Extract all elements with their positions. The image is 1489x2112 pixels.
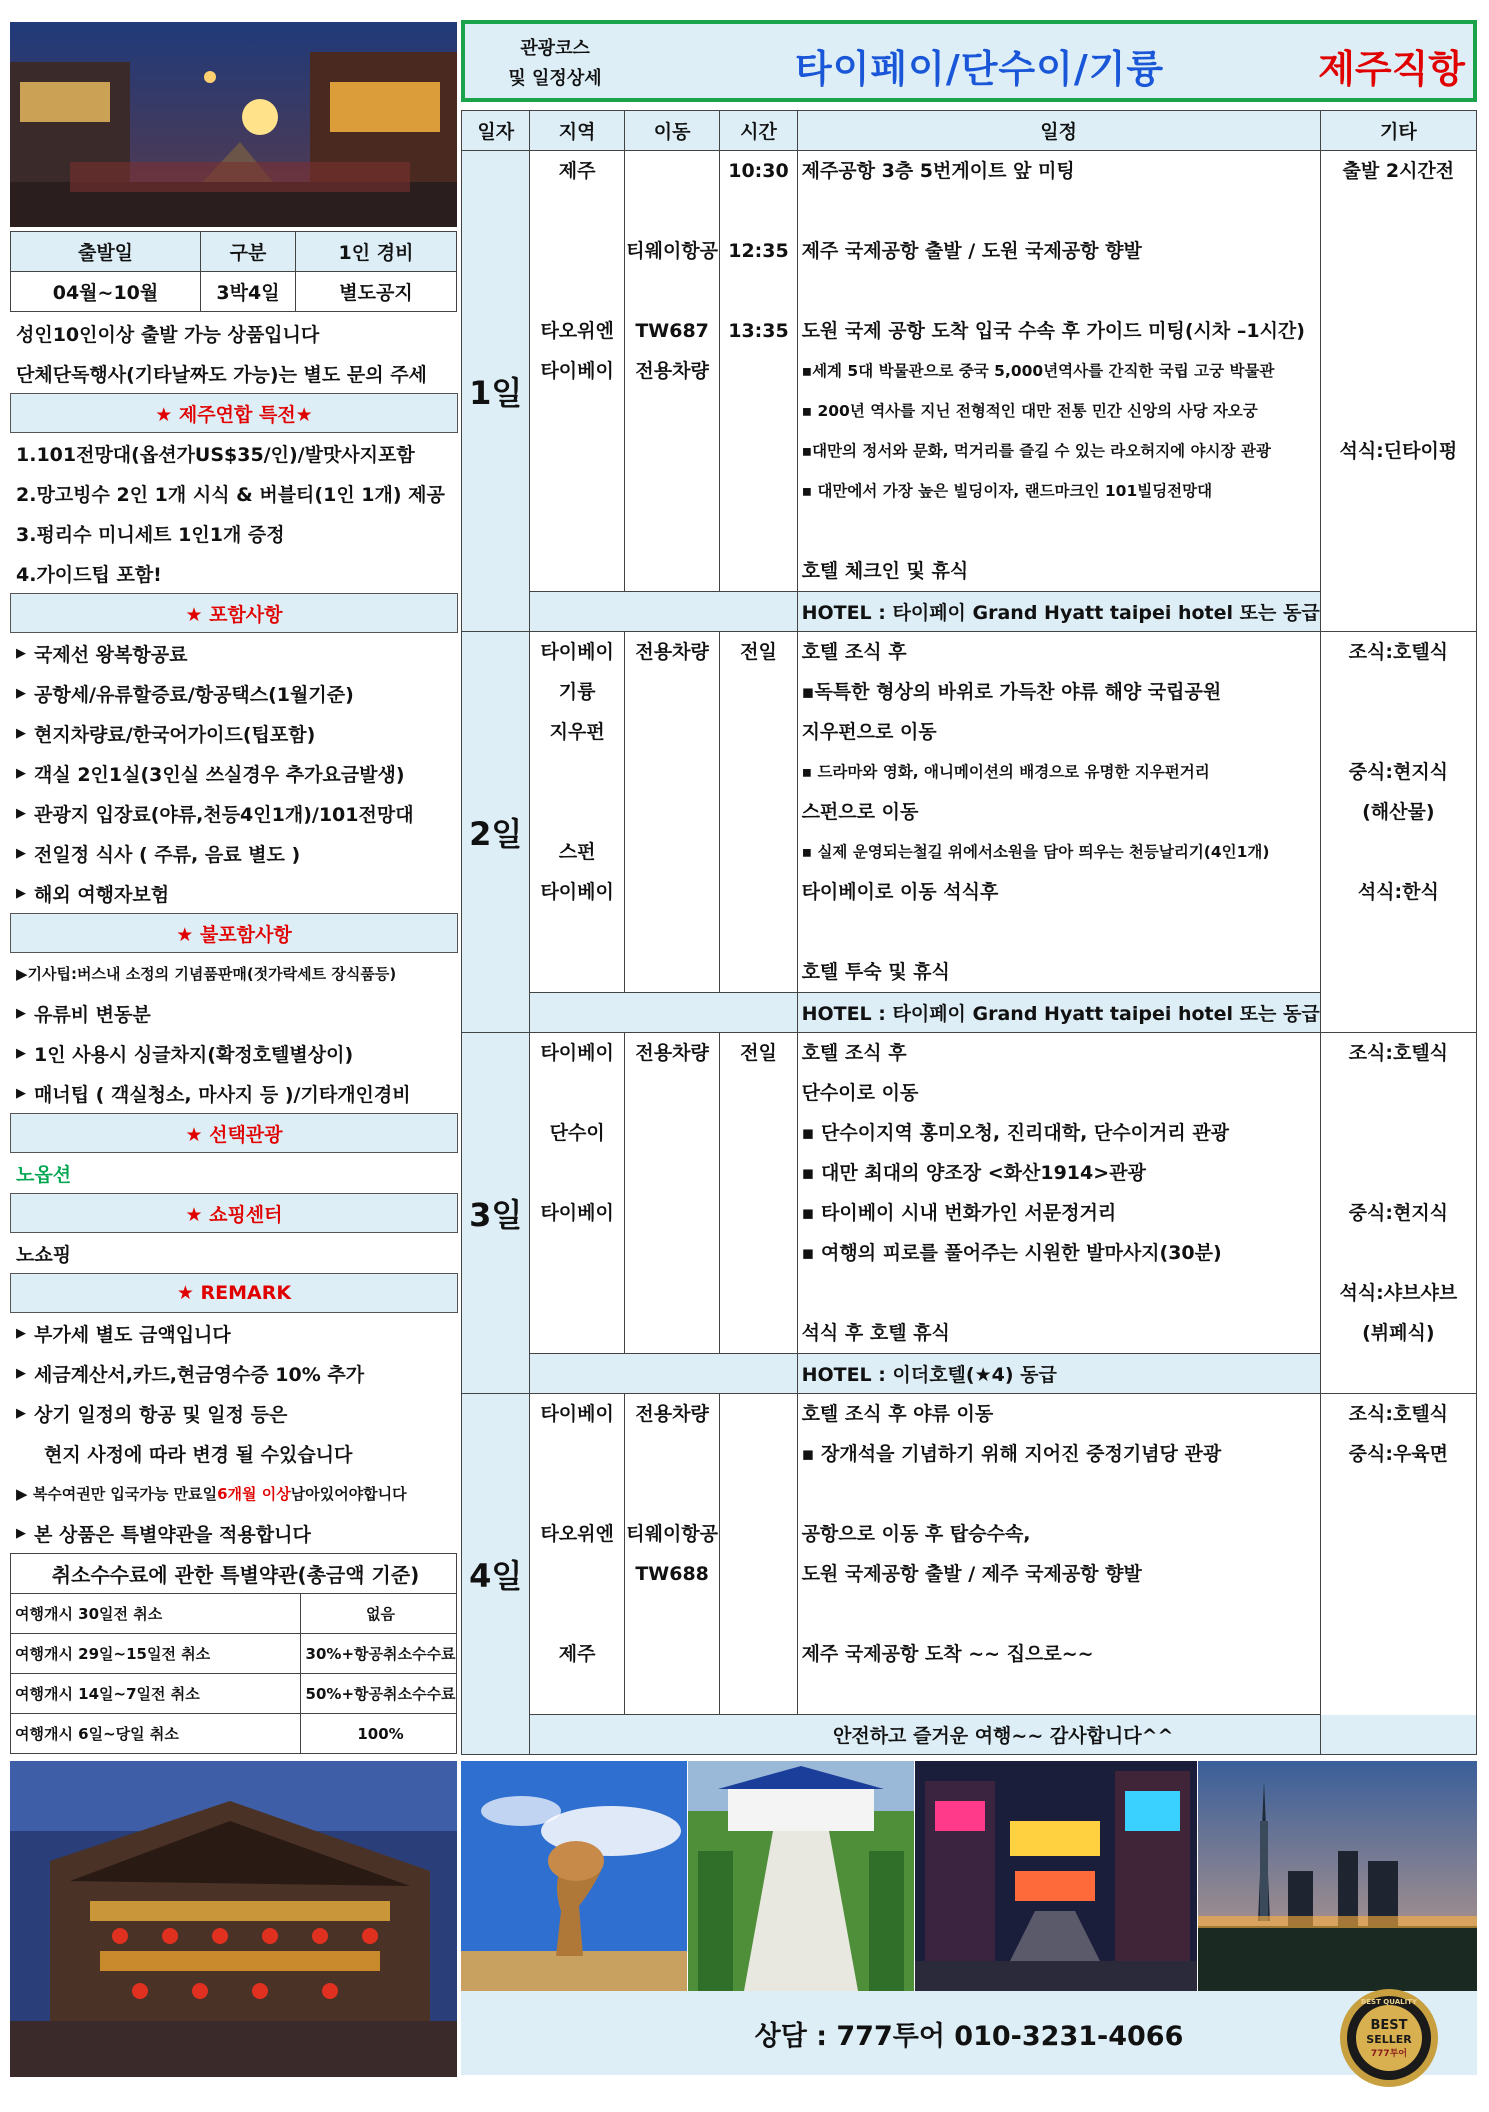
transport-line: 전용차량: [635, 360, 709, 382]
time-line: [720, 1634, 796, 1674]
day-etc-cell: [1320, 632, 1476, 1033]
transport-line: [625, 1073, 720, 1113]
etc-line: [1321, 231, 1476, 271]
time-line: [720, 872, 796, 912]
benefit-item: 3.펑리수 미니세트 1인1개 증정: [16, 523, 285, 546]
time-line: [720, 1394, 796, 1434]
time-line: [720, 1193, 796, 1233]
transport-line: [625, 391, 720, 431]
included-item: ▶ 현지차량료/한국어가이드(팁포함): [10, 713, 458, 753]
etc-line: [1321, 311, 1476, 351]
day-schedule-cell: [797, 151, 1320, 592]
time-line: [720, 431, 796, 471]
etc-line: [1321, 912, 1476, 952]
etc-line: [1321, 1514, 1476, 1554]
time-line: [720, 952, 796, 992]
transport-line: 전용차량: [635, 1403, 709, 1425]
time-line: [720, 551, 796, 591]
hotel-info: HOTEL : 타이페이 Grand Hyatt taipei hotel 또는 동급: [797, 993, 1320, 1033]
optional-tour-value: 노옵션: [16, 1163, 72, 1186]
day-transport-cell: [624, 1394, 720, 1715]
hotel-row-spacer: [530, 592, 797, 632]
schedule-line: 지우펀으로 이동: [801, 721, 937, 743]
region-line: [530, 1313, 623, 1353]
day-label: 3일: [462, 1033, 530, 1394]
shopping-value: 노쇼핑: [16, 1243, 72, 1266]
special-terms-note: ▶ 본 상품은 특별약관을 적용합니다: [10, 1513, 458, 1553]
remark-header: ★ REMARK: [10, 1273, 458, 1313]
transport-line: [625, 712, 720, 752]
region-line: [530, 471, 623, 511]
hotel-info: HOTEL : 이더호텔(★4) 동급: [797, 1354, 1320, 1394]
departure-header-price: 1인 경비: [296, 232, 457, 272]
etc-line: [1321, 1674, 1476, 1714]
time-line: [720, 1273, 796, 1313]
transport-line: [625, 151, 720, 191]
transport-line: TW688: [635, 1563, 709, 1585]
schedule-line: ▪ 실제 운영되는철길 위에서소원을 담아 띄우는 천등날리기(4인1개): [801, 843, 1270, 861]
transport-line: [625, 672, 720, 712]
transport-line: 티웨이항공: [626, 240, 719, 262]
transport-line: [625, 1634, 720, 1674]
shopping-header: ★ 쇼핑센터: [10, 1193, 458, 1233]
region-line: [530, 391, 623, 431]
schedule-line: ▪ 여행의 피로를 풀어주는 시원한 발마사지(30분): [801, 1242, 1222, 1264]
hotel-row-spacer: [530, 993, 797, 1033]
etc-line: [1321, 952, 1476, 992]
benefit-item: 2.망고빙수 2인 1개 시식 & 버블티(1인 1개) 제공: [16, 483, 445, 506]
day-time-cell: [720, 1033, 797, 1354]
etc-line: [1321, 1634, 1476, 1674]
region-line: 타오위엔: [540, 320, 614, 342]
remark-item: ▶ 세금계산서,카드,현금영수증 10% 추가: [10, 1353, 458, 1393]
course-title-box: [461, 20, 1477, 102]
header-schedule: 일정: [797, 111, 1320, 151]
remark-item: ▶ 상기 일정의 항공 및 일정 등은: [10, 1393, 458, 1433]
benefit-item: 1.101전망대(옵션가US$35/인)/발맛사지포함: [16, 443, 415, 466]
time-line: [720, 1313, 796, 1353]
schedule-line: 스펀으로 이동: [801, 801, 919, 823]
region-line: [530, 231, 623, 271]
hotel-row-spacer: [530, 1354, 797, 1394]
transport-line: [625, 1594, 720, 1634]
cancellation-title: 취소수수료에 관한 특별약관(총금액 기준): [11, 1554, 457, 1594]
day-schedule-cell: [797, 632, 1320, 993]
etc-line: [1321, 191, 1476, 231]
benefit-item: 4.가이드팁 포함!: [16, 563, 162, 586]
time-line: [720, 271, 796, 311]
day-label: 4일: [462, 1394, 530, 1755]
day-row-2: [462, 632, 1477, 993]
day-transport-cell: [624, 1033, 720, 1354]
badge-line3: 777투어: [1370, 2049, 1408, 2059]
day-etc-cell: [1320, 1033, 1476, 1394]
badge-ring-text: BEST QUALITY: [1360, 1998, 1418, 2006]
schedule-line: [798, 271, 1320, 311]
etc-line: [1321, 351, 1476, 391]
time-line: [720, 792, 796, 832]
schedule-line: 도원 국제 공항 도착 입국 수속 후 가이드 미팅(시차 –1시간): [801, 320, 1305, 342]
closing-message: 안전하고 즐거운 여행~~ 감사합니다^^: [530, 1715, 1477, 1755]
excluded-header: ★ 불포함사항: [10, 913, 458, 953]
day-row-1: [462, 151, 1477, 592]
etc-line: 조식:호텔식: [1348, 1042, 1449, 1064]
cancellation-fee: 30%+항공취소수수료: [301, 1634, 457, 1674]
transport-line: [625, 1674, 720, 1714]
region-line: 타이베이: [540, 641, 614, 663]
day-label: 2일: [462, 632, 530, 1033]
etc-line: [1321, 1594, 1476, 1634]
transport-line: 전용차량: [635, 1042, 709, 1064]
transport-line: [625, 912, 720, 952]
note-group-size: 성인10인이상 출발 가능 상품입니다: [16, 323, 320, 346]
time-line: 전일: [740, 1042, 777, 1064]
night-market-photo: [10, 22, 457, 227]
included-item: ▶ 해외 여행자보험: [10, 873, 458, 913]
region-line: [530, 1233, 623, 1273]
included-item: ▶ 공항세/유류할증료/항공택스(1월기준): [10, 673, 458, 713]
etc-line: [1321, 712, 1476, 752]
region-line: [530, 191, 623, 231]
remark-item: ▶ 부가세 별도 금액입니다: [10, 1313, 458, 1353]
time-line: 13:35: [728, 320, 789, 342]
schedule-line: 제주공항 3층 5번게이트 앞 미팅: [801, 160, 1075, 182]
etc-line: [1321, 1233, 1476, 1273]
time-line: [720, 1674, 796, 1714]
cancellation-period: 여행개시 30일전 취소: [11, 1594, 301, 1634]
excluded-item: ▶ 유류비 변동분: [10, 993, 458, 1033]
transport-line: [625, 431, 720, 471]
time-line: [720, 1113, 796, 1153]
region-line: [530, 1554, 623, 1594]
transport-line: [625, 1273, 720, 1313]
transport-line: [625, 952, 720, 992]
region-line: [530, 1073, 623, 1113]
transport-line: 티웨이항공: [626, 1523, 719, 1545]
etc-line: 중식:우육면: [1348, 1443, 1449, 1465]
transport-line: [625, 872, 720, 912]
etc-line: [1321, 672, 1476, 712]
region-line: [530, 1674, 623, 1714]
region-line: [530, 912, 623, 952]
transport-line: [625, 792, 720, 832]
schedule-line: 제주 국제공항 도착 ~~ 집으로~~: [801, 1643, 1094, 1665]
etc-line: 중식:현지식: [1348, 1202, 1449, 1224]
region-line: 타이베이: [540, 1202, 614, 1224]
etc-line: [1321, 832, 1476, 872]
region-line: 타이베이: [540, 1042, 614, 1064]
transport-line: TW687: [635, 320, 709, 342]
region-line: [530, 792, 623, 832]
time-line: [720, 1434, 796, 1474]
cancellation-table: [10, 1553, 457, 1754]
tour-title: 타이페이/단수이/기륭: [795, 47, 1165, 91]
etc-line: [1321, 1554, 1476, 1594]
header-etc: 기타: [1320, 111, 1476, 151]
direct-flight-label: 제주직항: [1318, 47, 1465, 91]
schedule-line: 제주 국제공항 출발 / 도원 국제공항 향발: [801, 240, 1142, 262]
time-line: [720, 471, 796, 511]
etc-line: [1321, 391, 1476, 431]
schedule-line: 호텔 조식 후: [801, 641, 907, 663]
yehliu-photo: [461, 1761, 687, 1991]
time-line: 전일: [740, 641, 777, 663]
day-row-4: [462, 1394, 1477, 1715]
course-label-line1: 관광코스: [520, 38, 590, 59]
etc-line: (뷔페식): [1362, 1322, 1435, 1344]
schedule-line: ▪ 타이베이 시내 번화가인 서문정거리: [801, 1202, 1117, 1224]
etc-line: [1321, 1474, 1476, 1514]
departure-header-date: 출발일: [11, 232, 201, 272]
schedule-line: ▪세계 5대 박물관으로 중국 5,000년역사를 간직한 국립 고궁 박물관: [801, 362, 1275, 380]
day-time-cell: [720, 632, 797, 993]
departure-date: 04월~10월: [11, 272, 201, 312]
schedule-line: [798, 1273, 1320, 1313]
region-line: [530, 1153, 623, 1193]
schedule-line: [798, 1594, 1320, 1634]
region-line: 타이베이: [540, 1403, 614, 1425]
transport-line: [625, 1233, 720, 1273]
schedule-line: 호텔 조식 후 야류 이동: [801, 1403, 994, 1425]
note-private-tour: 단체단독행사(기타날짜도 가능)는 별도 문의 주세: [16, 363, 427, 386]
schedule-line: 석식 후 호텔 휴식: [801, 1322, 950, 1344]
transport-line: [625, 551, 720, 591]
day-transport-cell: [624, 632, 720, 993]
transport-line: [625, 752, 720, 792]
transport-line: 전용차량: [635, 641, 709, 663]
schedule-line: ▪대만의 정서와 문화, 먹거리를 즐길 수 있는 라오허지에 야시장 관광: [801, 442, 1271, 460]
contact-text: 상담 : 777투어 010-3231-4066: [754, 2020, 1184, 2052]
day-schedule-cell: [797, 1033, 1320, 1354]
cancellation-period: 여행개시 14일~7일전 취소: [11, 1674, 301, 1714]
etc-line: [1321, 1073, 1476, 1113]
transport-line: [625, 271, 720, 311]
time-line: [720, 391, 796, 431]
region-line: [530, 752, 623, 792]
transport-line: [625, 511, 720, 551]
etc-line: 조식:호텔식: [1348, 1403, 1449, 1425]
schedule-line: 호텔 조식 후: [801, 1042, 907, 1064]
schedule-line: 호텔 투숙 및 휴식: [801, 961, 950, 983]
memorial-photo: [688, 1761, 914, 1991]
region-line: 제주: [558, 1643, 596, 1665]
region-line: [530, 1594, 623, 1634]
day-schedule-cell: [797, 1394, 1320, 1715]
excluded-item: ▶ 1인 사용시 싱글차지(확정호텔별상이): [10, 1033, 458, 1073]
header-time: 시간: [720, 111, 797, 151]
time-line: [720, 1554, 796, 1594]
jiufen-photo: [10, 1761, 457, 2077]
excluded-item: ▶기사팁:버스내 소정의 기념품판매(젓가락세트 장식품등): [16, 964, 397, 983]
best-seller-badge: [1338, 1987, 1440, 2089]
time-line: [720, 712, 796, 752]
excluded-item: ▶ 매너팁 ( 객실청소, 마사지 등 )/기타개인경비: [10, 1073, 458, 1113]
region-line: 타오위엔: [540, 1523, 614, 1545]
itinerary-table: [461, 110, 1477, 1755]
etc-line: [1321, 1153, 1476, 1193]
time-line: [720, 752, 796, 792]
region-line: 타이베이: [540, 881, 614, 903]
contact-bar: [461, 1991, 1477, 2075]
schedule-line: 공항으로 이동 후 탑승수속,: [801, 1523, 1031, 1545]
transport-line: [625, 1474, 720, 1514]
time-line: 10:30: [728, 160, 789, 182]
etc-line: [1321, 1113, 1476, 1153]
schedule-line: ▪ 장개석을 기념하기 위해 지어진 중정기념당 관광: [801, 1443, 1222, 1465]
transport-line: [625, 471, 720, 511]
etc-line: 석식:샤브샤브: [1339, 1282, 1458, 1304]
day-region-cell: [530, 151, 624, 592]
time-line: [720, 351, 796, 391]
schedule-line: 단수이로 이동: [801, 1082, 919, 1104]
hotel-row: [462, 1715, 1477, 1755]
region-line: [530, 431, 623, 471]
included-header: ★ 포함사항: [10, 593, 458, 633]
region-line: 지우펀: [549, 721, 605, 743]
time-line: [720, 832, 796, 872]
region-line: 기륭: [558, 681, 596, 703]
time-line: [720, 191, 796, 231]
day-region-cell: [530, 1033, 624, 1354]
day-etc-cell: [1320, 151, 1476, 632]
schedule-line: ▪ 드라마와 영화, 애니메이션의 배경으로 유명한 지우펀거리: [801, 763, 1210, 781]
included-item: ▶ 국제선 왕복항공료: [10, 633, 458, 673]
schedule-line: ▪ 대만 최대의 양조장 <화산1914>관광: [801, 1162, 1146, 1184]
schedule-line: ▪ 대만에서 가장 높은 빌딩이자, 랜드마크인 101빌딩전망대: [801, 482, 1213, 500]
schedule-line: 타이베이로 이동 석식후: [801, 881, 999, 903]
transport-line: [625, 1193, 720, 1233]
schedule-line: ▪ 200년 역사를 지닌 전형적인 대만 전통 민간 신앙의 사당 자오궁: [801, 402, 1258, 420]
time-line: 12:35: [728, 240, 789, 262]
region-line: 단수이: [549, 1122, 605, 1144]
etc-line: 출발 2시간전: [1342, 160, 1455, 182]
time-line: [720, 1514, 796, 1554]
etc-line: [1321, 511, 1476, 551]
departure-header-type: 구분: [201, 232, 296, 272]
etc-line: 석식:한식: [1357, 881, 1439, 903]
day-region-cell: [530, 632, 624, 993]
etc-line: [1321, 551, 1476, 591]
passport-notice-highlight: 6개월 이상: [217, 1484, 291, 1503]
schedule-line: [798, 511, 1320, 551]
transport-line: [625, 1434, 720, 1474]
price-value: 별도공지: [296, 272, 457, 312]
schedule-line: [798, 1674, 1320, 1714]
transport-line: [625, 191, 720, 231]
cancellation-fee: 100%: [301, 1714, 457, 1754]
transport-line: [625, 1313, 720, 1353]
time-line: [720, 1594, 796, 1634]
passport-notice-a: ▶ 복수여권만 입국가능 만료일: [16, 1484, 218, 1503]
region-line: 타이베이: [540, 360, 614, 382]
cancellation-fee: 50%+항공취소수수료: [301, 1674, 457, 1714]
remark-item: 현지 사정에 따라 변경 될 수있습니다: [44, 1443, 353, 1466]
included-item: ▶ 객실 2인1실(3인실 쓰실경우 추가요금발생): [10, 753, 458, 793]
etc-line: [1321, 271, 1476, 311]
course-label-line2: 및 일정상세: [508, 68, 602, 89]
etc-line: [1321, 471, 1476, 511]
day-transport-cell: [624, 151, 720, 592]
time-line: [720, 1474, 796, 1514]
ximending-photo: [915, 1761, 1197, 1991]
etc-line: 조식:호텔식: [1348, 641, 1449, 663]
header-day: 일자: [462, 111, 530, 151]
region-line: [530, 511, 623, 551]
region-line: [530, 271, 623, 311]
badge-line1: BEST: [1370, 2018, 1408, 2033]
transport-line: [625, 832, 720, 872]
optional-tour-header: ★ 선택관광: [10, 1113, 458, 1153]
hotel-info: HOTEL : 타이페이 Grand Hyatt taipei hotel 또는 동급: [797, 592, 1320, 632]
time-line: [720, 1233, 796, 1273]
day-time-cell: [720, 1394, 797, 1715]
header-region: 지역: [530, 111, 624, 151]
day-row-3: [462, 1033, 1477, 1354]
transport-line: [625, 1153, 720, 1193]
schedule-line: ▪ 단수이지역 홍미오청, 진리대학, 단수이거리 관광: [801, 1122, 1230, 1144]
day-label: 1일: [462, 151, 530, 632]
itinerary-days: [462, 151, 1477, 1755]
day-etc-cell: [1320, 1394, 1476, 1755]
benefits-header: ★ 제주연합 특전★: [10, 393, 458, 433]
cancellation-period: 여행개시 29일~15일전 취소: [11, 1634, 301, 1674]
schedule-line: [798, 912, 1320, 952]
region-line: [530, 952, 623, 992]
passport-notice-c: 남아있어야합니다: [290, 1484, 407, 1503]
time-line: [720, 1153, 796, 1193]
day-time-cell: [720, 151, 797, 592]
schedule-line: ▪독특한 형상의 바위로 가득찬 야류 해양 국립공원: [801, 681, 1222, 703]
region-line: [530, 1474, 623, 1514]
time-line: [720, 912, 796, 952]
region-line: 제주: [558, 160, 596, 182]
time-line: [720, 672, 796, 712]
schedule-line: 호텔 체크인 및 휴식: [801, 560, 969, 582]
departure-table: [10, 231, 457, 312]
time-line: [720, 511, 796, 551]
schedule-line: 도원 국제공항 출발 / 제주 국제공항 향발: [801, 1563, 1142, 1585]
region-line: [530, 551, 623, 591]
etc-line: 중식:현지식: [1348, 761, 1449, 783]
cancellation-fee: 없음: [301, 1594, 457, 1634]
taipei-101-photo: [1198, 1761, 1477, 1991]
region-line: 스펀: [558, 841, 596, 863]
passport-notice: [10, 1473, 458, 1513]
etc-line: (해산물): [1362, 801, 1435, 823]
header-transport: 이동: [624, 111, 720, 151]
cancellation-period: 여행개시 6일~당일 취소: [11, 1714, 301, 1754]
region-line: [530, 1434, 623, 1474]
schedule-line: [798, 1474, 1320, 1514]
trip-length: 3박4일: [201, 272, 296, 312]
badge-line2: SELLER: [1366, 2033, 1412, 2046]
etc-line: 석식:딘타이펑: [1339, 440, 1458, 462]
region-line: [530, 1273, 623, 1313]
time-line: [720, 1073, 796, 1113]
course-label: [495, 34, 615, 94]
included-item: ▶ 전일정 식사 ( 주류, 음료 별도 ): [10, 833, 458, 873]
schedule-line: [798, 191, 1320, 231]
day-region-cell: [530, 1394, 624, 1715]
transport-line: [625, 1113, 720, 1153]
included-item: ▶ 관광지 입장료(야류,천등4인1개)/101전망대: [10, 793, 458, 833]
